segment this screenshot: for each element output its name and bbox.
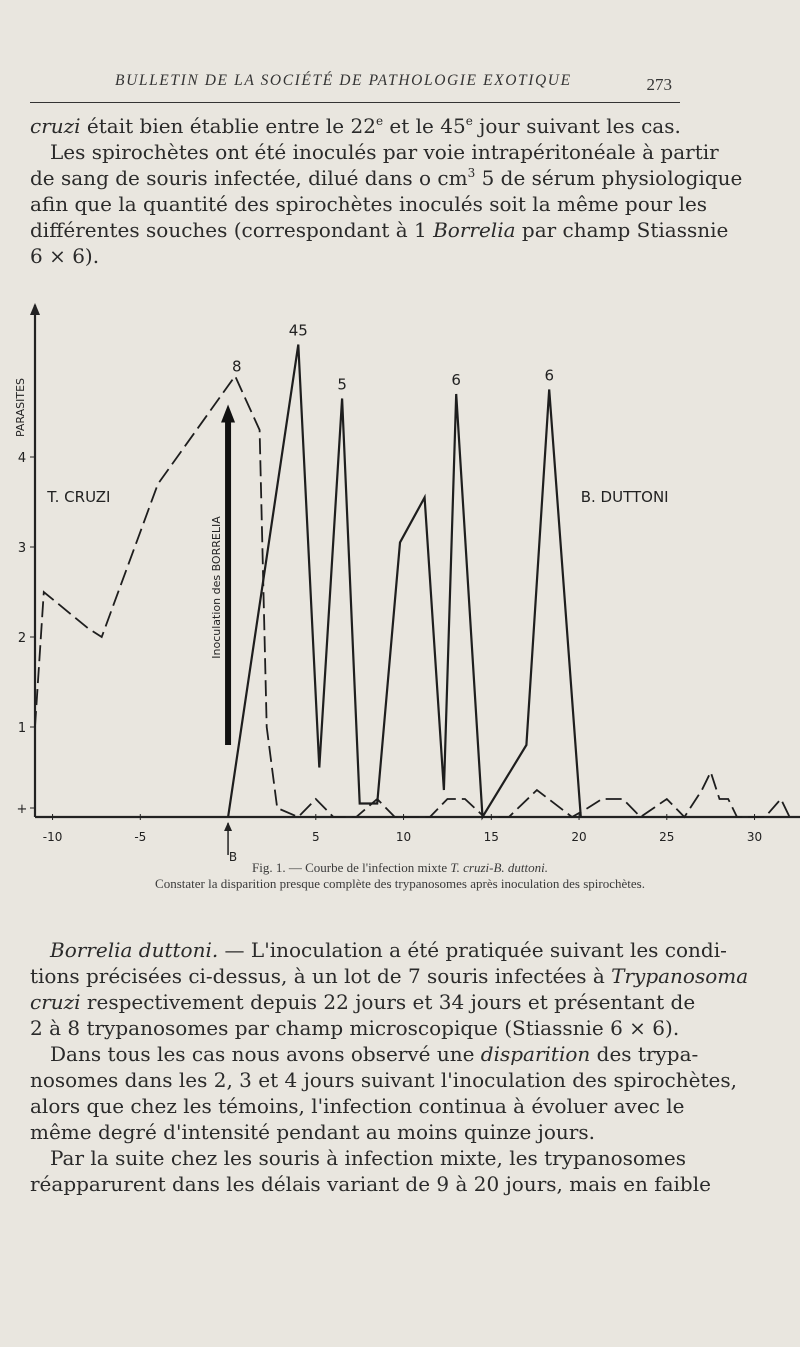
x-tick-label: 10 [395,830,412,844]
y-tick-label: 2 [17,631,27,646]
text-line: cruzi était bien établie entre le 22e et le 45e jour suivant les cas. [30,114,681,138]
y-tick-label: + [16,802,28,817]
inoculation-arrow-label: Inoculation des BORRELIA [210,516,224,659]
text-line: Les spirochètes ont été inoculés par voie intrapéritonéale à partir [50,140,719,164]
text-line: tions précisées ci-dessus, à un lot de 7 souris infectées à Trypanosoma [30,964,749,988]
chart-text-layer [14,322,800,865]
x-tick-label: -5 [134,830,147,844]
series-line-tcruzi [35,376,790,817]
text-line: réapparurent dans les délais variant de 9 à 20 jours, mais en faible [30,1172,711,1196]
peak-annotation: 8 [232,357,242,376]
series-label: B. DUTTONI [580,488,669,506]
bottom-paragraph [30,937,749,1197]
y-tick-label: 1 [17,721,27,736]
inoculation-arrow-head [221,405,235,423]
text-line: même degré d'intensité pendant au moins quinze jours. [30,1120,595,1144]
series-line-bduttoni [228,345,581,818]
text-line: nosomes dans les 2, 3 et 4 jours suivant l'inoculation des spirochètes, [30,1068,737,1092]
text-line: cruzi respectivement depuis 22 jours et 34 jours et présentant de [30,990,696,1014]
y-tick-label: 3 [17,541,27,556]
caption-line-1: Fig. 1. — Courbe de l'infection mixte T. cruzi-B. duttoni. [251,860,549,875]
chart-axes [30,305,800,820]
x-tick-label: 15 [483,830,499,844]
series-layer [35,345,790,856]
page-number: 273 [646,75,672,94]
text-line: alors que chez les témoins, l'infection continua à évoluer avec le [30,1094,685,1118]
x-tick-label: 5 [311,830,320,844]
text-line: Dans tous les cas nous avons observé une disparition des trypa- [50,1042,699,1066]
x-tick-label: 30 [746,830,763,844]
text-line: Par la suite chez les souris à infection mixte, les trypanosomes [50,1146,686,1170]
y-axis-label: PARASITES [14,377,27,438]
caption-line-2: Constater la disparition presque complète des trypanosomes après inoculation des spirochètes. [155,876,645,891]
y-tick-label: 4 [17,451,27,466]
journal-title: BULLETIN DE LA SOCIÉTÉ DE PATHOLOGIE EXOTIQUE [115,72,572,89]
x-tick-label: -10 [42,830,63,844]
x-tick-label: 25 [659,830,675,844]
text-line: de sang de souris infectée, dilué dans o $cm^3$ 5 de sérum physiologique [30,166,743,190]
peak-annotation: 6 [451,371,461,389]
text-line: afin que la quantité des spirochètes inoculés soit la même pour les [30,192,708,216]
figure-caption [0,860,800,892]
inoculation-marker-label: B [228,850,238,864]
peak-annotation: 6 [544,366,554,385]
x-tick-label: 20 [571,830,587,844]
peak-annotation: 5 [337,375,347,394]
series-label: T. CRUZI [47,488,111,506]
running-header [30,70,680,103]
top-paragraph [30,113,743,269]
inoculation-marker-head [224,822,232,831]
text-line: différentes souches (correspondant à 1 Borrelia par champ Stiassnie [30,218,729,242]
text-line: 2 à 8 trypanosomes par champ microscopique (Stiassnie 6 × 6). [30,1016,680,1040]
peak-annotation: 45 [288,321,308,340]
text-line: 6 × 6). [30,244,100,268]
infection-chart [0,285,800,865]
text-line: Borrelia duttoni. — L'inoculation a été pratiquée suivant les condi- [50,938,727,962]
